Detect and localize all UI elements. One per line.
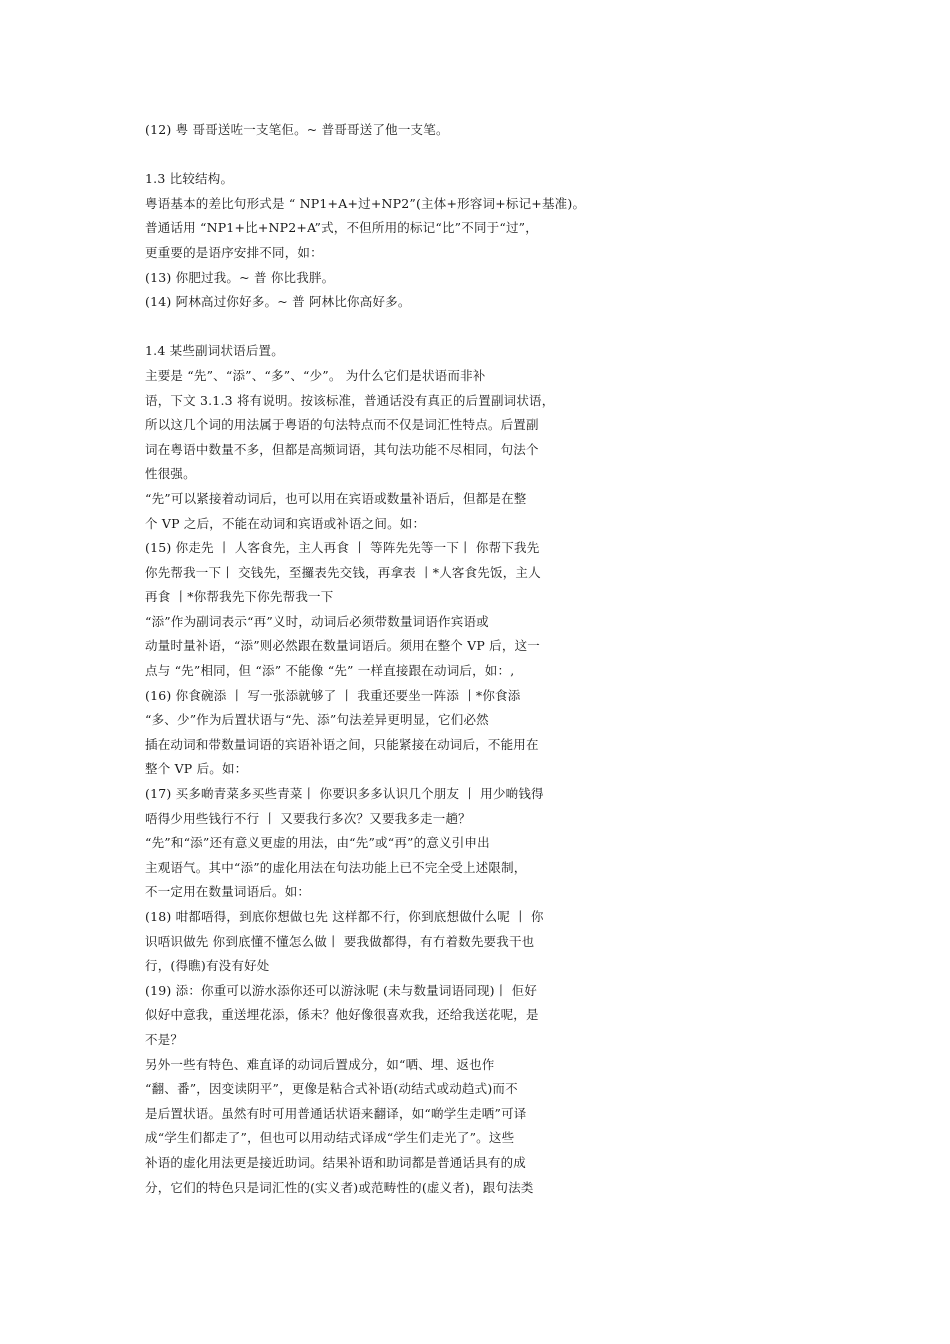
text-line: 补语的虚化用法更是接近助词。结果补语和助词都是普通话具有的成 [145, 1154, 527, 1170]
text-line: 不是？ [145, 1031, 184, 1047]
text-line: 行，(得瞧)有没有好处 [145, 958, 270, 974]
text-line: (15) 你走先 丨 人客食先，主人再食 丨 等阵先先等一下丨 你帮下我先 [145, 540, 540, 556]
text-line: 主观语气。其中“添”的虚化用法在句法功能上已不完全受上述限制， [145, 859, 527, 875]
text-line: 成“学生们都走了”，但也可以用动结式译成“学生们走光了”。这些 [145, 1130, 515, 1146]
text-line: 点与 “先”相同，但 “添” 不能像 “先” 一样直接跟在动词后，如：, [145, 663, 515, 679]
text-line: (19) 添：你重可以游水添你还可以游泳呢 (未与数量词语同现)丨 佢好 [145, 982, 538, 998]
text-line: 再食 丨*你帮我先下你先帮我一下 [145, 589, 334, 605]
text-line: 词在粤语中数量不多，但都是高频词语，其句法功能不尽相同，句法个 [145, 441, 539, 457]
text-line: 1.4 某些副词状语后置。 [145, 343, 284, 359]
text-line: 识唔识做先 你到底懂不懂怎么做丨 要我做都得，有冇着数先要我干也 [145, 933, 535, 949]
blank-line [145, 143, 605, 168]
text-line: 语，下文 3.1.3 将有说明。按该标准，普通话没有真正的后置副词状语， [145, 392, 555, 408]
text-line: 更重要的是语序安排不同，如： [145, 244, 323, 260]
text-line: 似好中意我，重送埋花添，係未？他好像很喜欢我，还给我送花呢，是 [145, 1007, 539, 1023]
text-line: (18) 咁都唔得，到底你想做乜先 这样都不行，你到底想做什么呢 丨 你 [145, 909, 544, 924]
text-line: 你先帮我一下丨 交钱先，至攞表先交钱，再拿表 丨*人客食先饭，主人 [145, 564, 541, 580]
text-line: 粤语基本的差比句形式是 “ NP1+A+过+NP2”(主体+形容词+标记+基准)。 [145, 195, 586, 211]
text-line: 是后置状语。虽然有时可用普通话状语来翻译，如“啲学生走哂”可译 [145, 1105, 527, 1121]
text-line: 唔得少用些钱行不行 丨 又要我行多次？又要我多走一趟？ [145, 810, 471, 826]
text-line: 个 VP 之后，不能在动词和宾语或补语之间。如： [145, 515, 426, 531]
text-line: 主要是 “先”、“添”、“多”、“少”。 为什么它们是状语而非补 [145, 367, 486, 383]
text-line: 1.3 比较结构。 [145, 171, 234, 187]
text-line: “先”可以紧接着动词后，也可以用在宾语或数量补语后，但都是在整 [145, 490, 527, 506]
text-line: (16) 你食碗添 丨 写一张添就够了 丨 我重还要坐一阵添 丨*你食添 [145, 687, 521, 703]
text-line: 性很强。 [145, 466, 196, 482]
blank-line [145, 315, 605, 340]
text-line: (12) 粤 哥哥送咗一支笔佢。~ 普哥哥送了他一支笔。 [145, 122, 449, 137]
text-line: 普通话用 “NP1+比+NP2+A”式，不但所用的标记“比”不同于“过”， [145, 220, 538, 236]
text-line: “翻、番”，因变读阴平”，更像是粘合式补语(动结式或动趋式)而不 [145, 1081, 518, 1097]
text-line: 动量时量补语，“添”则必然跟在数量词语后。须用在整个 VP 后，这一 [145, 638, 540, 654]
text-line: 分，它们的特色只是词汇性的(实义者)或范畴性的(虚义者)，跟句法类 [145, 1179, 534, 1195]
text-line: 插在动词和带数量词语的宾语补语之间，只能紧接在动词后，不能用在 [145, 736, 539, 752]
text-line: “添”作为副词表示“再”义时，动词后必须带数量词语作宾语或 [145, 613, 489, 629]
text-line: 整个 VP 后。如： [145, 761, 248, 777]
text-line: (13) 你肥过我。~ 普 你比我胖。 [145, 269, 335, 285]
text-line: 不一定用在数量词语后。如： [145, 884, 311, 900]
text-line: “多、少”作为后置状语与“先、添”句法差异更明显，它们必然 [145, 712, 489, 728]
text-line: 所以这几个词的用法属于粤语的句法特点而不仅是词汇性特点。后置副 [145, 417, 539, 433]
text-line: (14) 阿林高过你好多。~ 普 阿林比你高好多。 [145, 294, 411, 310]
text-line: 另外一些有特色、难直译的动词后置成分，如“哂、埋、返也作 [145, 1056, 495, 1072]
text-line: “先”和“添”还有意义更虚的用法，由“先”或“再”的意义引申出 [145, 835, 490, 851]
document-body [145, 118, 605, 1200]
text-line: (17) 买多啲青菜多买些青菜丨 你要识多多认识几个朋友 丨 用少啲钱得 [145, 786, 544, 802]
